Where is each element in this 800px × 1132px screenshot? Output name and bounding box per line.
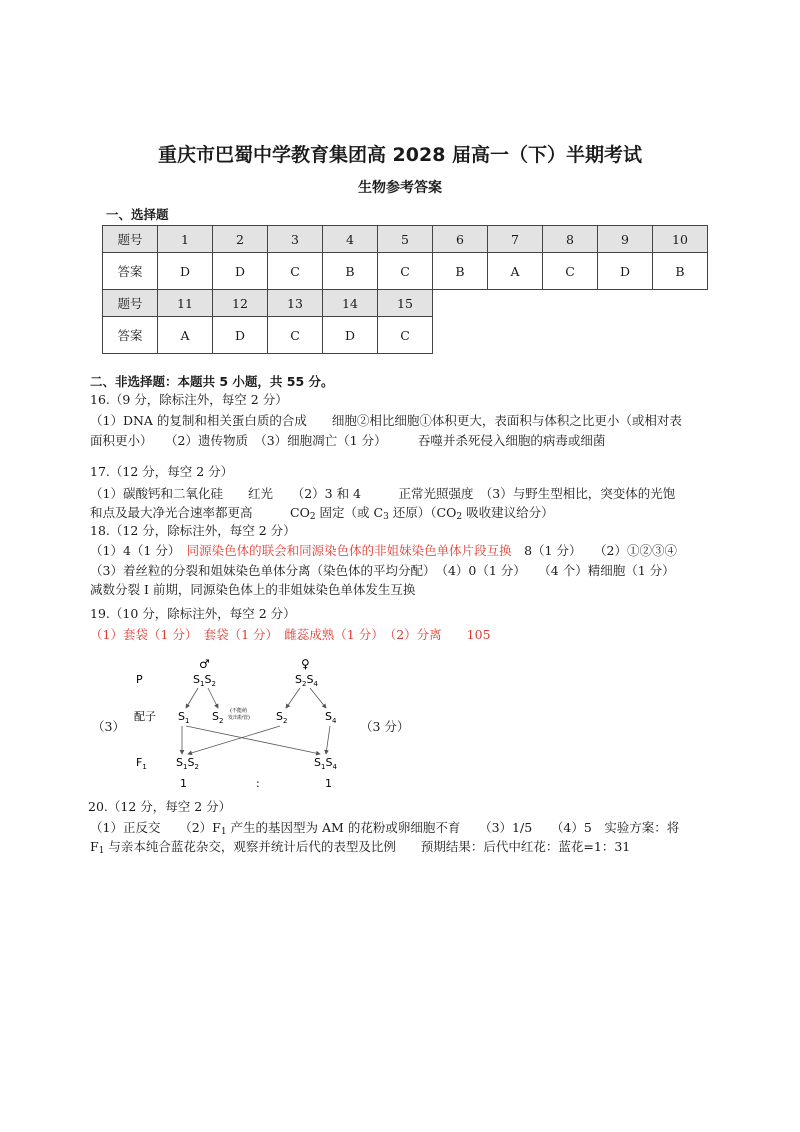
table-cell: 3 — [268, 226, 323, 253]
table-row — [103, 253, 708, 290]
female-symbol-icon: ♀ — [301, 657, 310, 671]
table-cell: 12 — [213, 290, 268, 317]
table-cell: C — [543, 253, 598, 290]
q18-line-2: （3）着丝粒的分裂和姐妹染色单体分离（染色体的平均分配） （4）0（1 分） （4 个）精细胞（1 分） — [90, 563, 675, 578]
gamete-label: 配子 — [134, 710, 156, 723]
gamete-s1-male: $S_1$ — [178, 710, 190, 725]
q19-header: 19.（10 分，除标注外，每空 2 分） — [90, 606, 296, 621]
document-title: 重庆市巴蜀中学教育集团高 2028 届高一（下）半期考试 — [157, 144, 643, 166]
table-cell: 5 — [378, 226, 433, 253]
table-cell: C — [378, 317, 433, 354]
gamete-note-line2: 发出粉管) — [228, 715, 250, 721]
q17-line-2: 和点及最大净光合速率都更高 $CO_2$ 固定（或 $C_3$ 还原）（$CO_2$ 吸收建议给分） — [90, 505, 554, 522]
table-cell: 1 — [158, 226, 213, 253]
generation-p-label: P — [136, 673, 143, 686]
q19-part3-label: （3） — [92, 719, 125, 734]
q17-line-1: （1）碳酸钙和二氧化硅 红光 （2）3 和 4 正常光照强度 （3）与野生型相比，突变体的光饱 — [90, 486, 676, 501]
table-cell: D — [213, 253, 268, 290]
gamete-s2-female: $S_2$ — [276, 710, 288, 725]
table-cell: A — [158, 317, 213, 354]
table-cell: 11 — [158, 290, 213, 317]
ratio-colon: : — [256, 777, 260, 790]
table-row — [103, 317, 433, 354]
male-parent-genotype: $S_1S_2$ — [193, 673, 216, 688]
q20-line-2: $F_1$ 与亲本纯合蓝花杂交，观察并统计后代的表型及比例 预期结果：后代中红花：蓝花=1：31 — [90, 839, 631, 856]
q18-line-3: 减数分裂 I 前期，同源染色体上的非姐妹染色单体发生互换 — [90, 582, 416, 597]
q20-line-1: （1）正反交 $(2)F_1$ 产生的基因型为 AM 的花粉或卵细胞不育 （3）1/5 （4）5 实验方案：将 — [90, 820, 680, 837]
table-cell: 14 — [323, 290, 378, 317]
question-number-label: 题号 — [103, 226, 158, 253]
q18-line-1: （1）4（1 分） 同源染色体的联会和同源染色体的非姐妹染色单体片段互换 8（1 分） （2）①②③④ — [90, 543, 677, 558]
answer-table-1 — [102, 225, 708, 290]
table-cell: D — [598, 253, 653, 290]
table-row — [103, 290, 433, 317]
answer-label: 答案 — [103, 317, 158, 354]
q20-header: 20.（12 分，每空 2 分） — [88, 799, 232, 814]
q16-header: 16.（9 分，除标注外，每空 2 分） — [90, 392, 288, 407]
ratio-left: 1 — [180, 777, 187, 790]
table-cell: D — [213, 317, 268, 354]
answer-label: 答案 — [103, 253, 158, 290]
ratio-right: 1 — [325, 777, 332, 790]
q17-header: 17.（12 分，每空 2 分） — [90, 464, 234, 479]
table-cell: A — [488, 253, 543, 290]
table-cell: B — [323, 253, 378, 290]
section-nonchoice-heading: 二、非选择题：本题共 5 小题，共 55 分。 — [90, 374, 334, 389]
answer-table-2 — [102, 289, 433, 354]
q19-line-1: （1）套袋（1 分） 套袋（1 分） 雌蕊成熟（1 分） （2）分离 105 — [90, 627, 491, 642]
question-number-label: 题号 — [103, 290, 158, 317]
table-cell: C — [268, 253, 323, 290]
q18-highlight: 同源染色体的联会和同源染色体的非姐妹染色单体片段互换 — [186, 543, 512, 558]
section-choice-heading: 一、选择题 — [106, 207, 169, 222]
table-cell: C — [268, 317, 323, 354]
table-cell: 15 — [378, 290, 433, 317]
q16-line-1: （1）DNA 的复制和相关蛋白质的合成 细胞②相比细胞①体积更大，表面积与体积之比更小（或相对表 — [90, 413, 682, 428]
q19-score: （3 分） — [360, 719, 410, 734]
q18-header: 18.（12 分，除标注外，每空 2 分） — [90, 523, 296, 538]
table-cell: 7 — [488, 226, 543, 253]
offspring-s1s4: $S_1S_4$ — [314, 756, 337, 771]
gamete-note-line1: (不能萌 — [230, 708, 247, 714]
male-symbol-icon: ♂ — [199, 657, 210, 671]
table-cell: C — [378, 253, 433, 290]
offspring-s1s2: $S_1S_2$ — [176, 756, 199, 771]
cross-diagram — [120, 650, 360, 800]
table-cell: D — [158, 253, 213, 290]
table-cell: 10 — [653, 226, 708, 253]
female-parent-genotype: $S_2S_4$ — [295, 673, 318, 688]
table-cell: 13 — [268, 290, 323, 317]
gamete-s4-female: $S_4$ — [325, 710, 337, 725]
table-cell: 2 — [213, 226, 268, 253]
table-cell: B — [653, 253, 708, 290]
generation-f1-label: $F_1$ — [136, 756, 147, 771]
document-subtitle: 生物参考答案 — [358, 180, 442, 196]
table-row — [103, 226, 708, 253]
q16-line-2: 面积更小） （2）遗传物质 （3）细胞凋亡（1 分） 吞噬并杀死侵入细胞的病毒或细菌 — [90, 433, 606, 448]
table-cell: 8 — [543, 226, 598, 253]
table-cell: D — [323, 317, 378, 354]
table-cell: 6 — [433, 226, 488, 253]
table-cell: B — [433, 253, 488, 290]
table-cell: 9 — [598, 226, 653, 253]
table-cell: 4 — [323, 226, 378, 253]
gamete-s2-male: $S_2$ — [212, 710, 224, 725]
